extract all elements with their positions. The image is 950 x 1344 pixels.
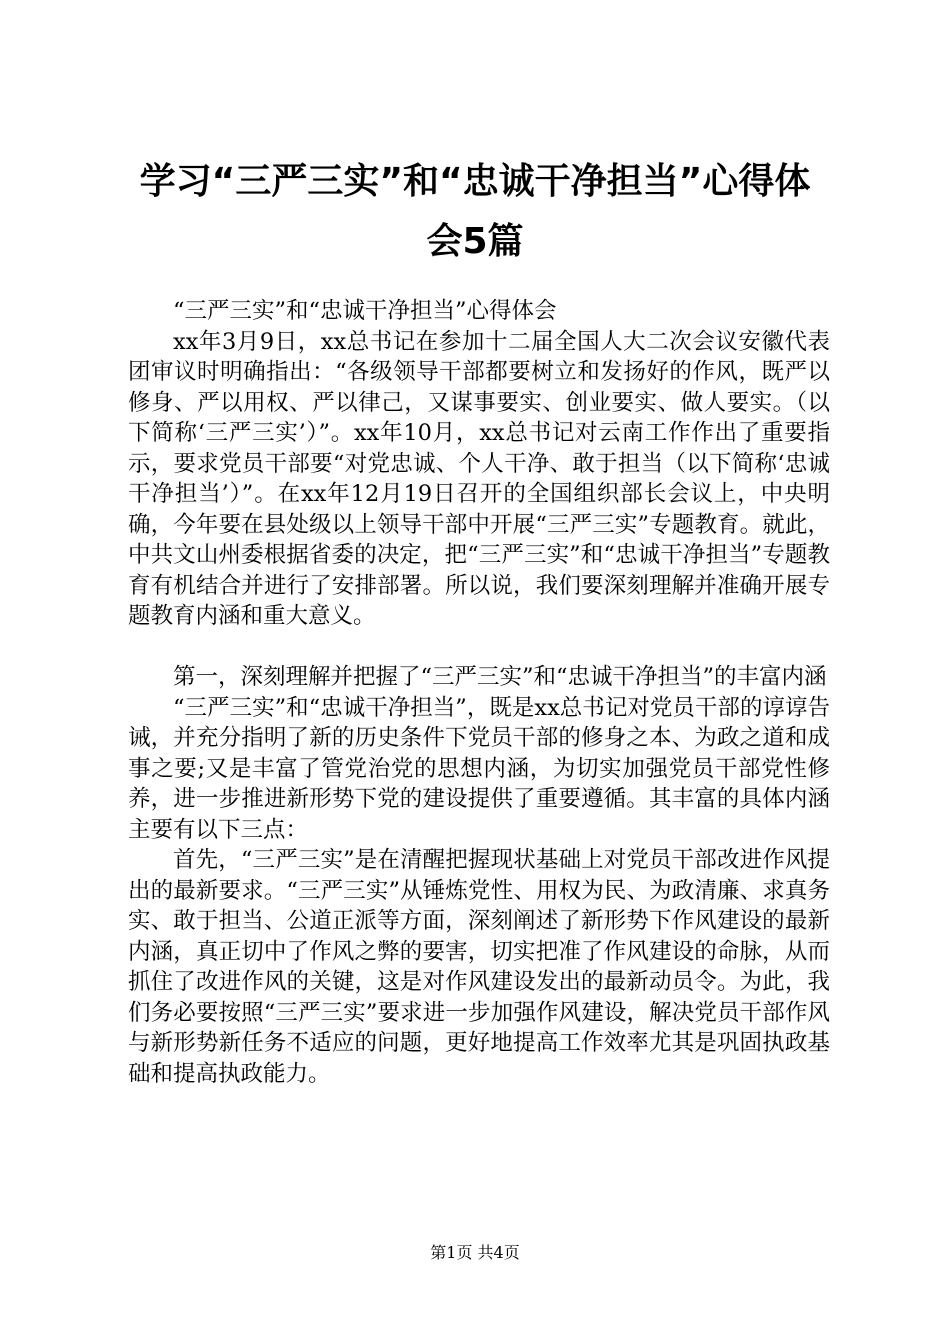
- paragraph-subtitle: “三严三实”和“忠诚干净担当”心得体会: [173, 298, 557, 324]
- document-title-line-1: 学习“三严三实”和“忠诚干净担当”心得体: [139, 161, 811, 202]
- document-title-line-2: 会5篇: [426, 221, 524, 262]
- paragraph-intro: xx年3月9日，xx总书记在参加十二届全国人大二次会议安徽代表团审议时明确指出：“各级领导干部都要树立和发扬好的作风，既严以修身、严以用权、严以律己，又谋事要实、创业要实、做人要实。（以下简称‘三严三实’）”。xx年10月，xx总书记对云南工作作出了重要指示，要求党员干部要“对党忠诚、个人干净、敢于担当（以下简称‘忠诚干净担当’）”。在xx年12月19日召开的全国组织部长会议上，中央明确，今年要在县处级以上领导干部中开展“三严三实”专题教育。就此，中共文山州委根据省委的决定，把“三严三实”和“忠诚干净担当”专题教育有机结合并进行了安排部署。所以说，我们要深刻理解并准确开展专题教育内涵和重大意义。: [128, 328, 830, 629]
- document-body: [128, 296, 830, 1089]
- paragraph-first-point: 首先，“三严三实”是在清醒把握现状基础上对党员干部改进作风提出的最新要求。“三严三实”从锤炼党性、用权为民、为政清廉、求真务实、敢于担当、公道正派等方面，深刻阐述了新形势下作风建设的最新内涵，真正切中了作风之弊的要害，切实把准了作风建设的命脉，从而抓住了改进作风的关键，这是对作风建设发出的最新动员令。为此，我们务必要按照“三严三实”要求进一步加强作风建设，解决党员干部作风与新形势新任务不适应的问题，更好地提高工作效率尤其是巩固执政基础和提高执政能力。: [128, 847, 830, 1087]
- paragraph-section-body: “三严三实”和“忠诚干净担当”，既是xx总书记对党员干部的谆谆告诫，并充分指明了新的历史条件下党员干部的修身之本、为政之道和成事之要;又是丰富了管党治党的思想内涵，为切实加强党员干部党性修养，进一步推进新形势下党的建设提供了重要遵循。其丰富的具体内涵主要有以下三点：: [128, 694, 830, 843]
- paragraph-section-heading: 第一，深刻理解并把握了“三严三实”和“忠诚干净担当”的丰富内涵: [173, 664, 827, 690]
- page-footer: 第1页 共4页: [430, 1243, 520, 1262]
